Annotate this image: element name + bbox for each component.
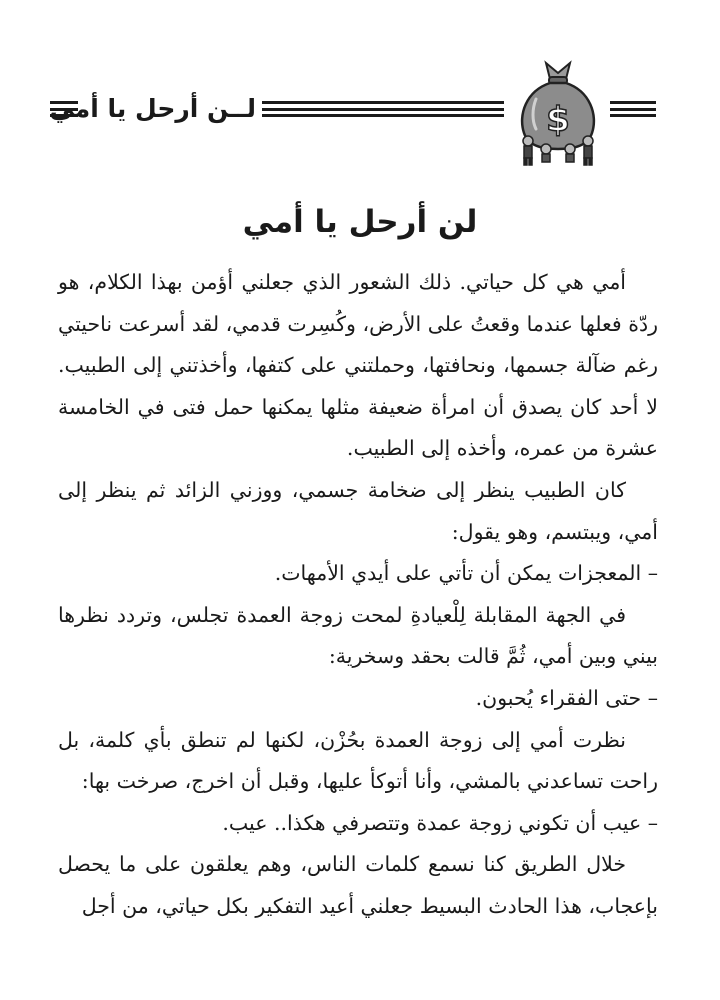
paragraph: نظرت أمي إلى زوجة العمدة بحُزْن، لكنها لم تنطق بأي كلمة، بل راحت تساعدني بالمشي، وأنا أتوكأ عليها، وقبل أن اخرج، صرخت بها: xyxy=(58,727,658,794)
money-bag-icon xyxy=(512,55,604,167)
paragraph: كان الطبيب ينظر إلى ضخامة جسمي، ووزني الزائد ثم ينظر إلى أمي، ويبتسم، وهو يقول: xyxy=(58,477,658,544)
paragraph: في الجهة المقابلة لِلْعيادةِ لمحت زوجة العمدة تجلس، وتردد نظرها بيني وبين أمي، ثُمَّ قالت بحقد وسخرية: xyxy=(58,602,658,669)
body-text xyxy=(58,262,658,928)
header-rule-right xyxy=(610,101,656,117)
page-header xyxy=(0,55,720,165)
dialogue-line: – المعجزات يمكن أن تأتي على أيدي الأمهات. xyxy=(274,561,658,586)
paragraph: أمي هي كل حياتي. ذلك الشعور الذي جعلني أؤمن بهذا الكلام، هو ردّة فعلها عندما وقعتُ على الأرض، وكُسِرت قدمي، لقد أسرعت ناحيتي رغم ضآلة جسمها، ونحافتها، وحملتني على كتفها، وأخذتني إلى الطبيب. لا أحد كان يصدق أن امرأة ضعيفة مثلها يمكنها حمل فتى في الخامسة عشرة من عمره، وأخذه إلى الطبيب. xyxy=(58,270,658,461)
dollar-sign: $ xyxy=(546,100,570,140)
paragraph: خلال الطريق كنا نسمع كلمات الناس، وهم يعلقون على ما يحصل بإعجاب، هذا الحادث البسيط جعلني أعيد التفكير بكل حياتي، من أجل xyxy=(58,852,658,918)
running-title: لــن أرحل يا أمي xyxy=(49,94,256,123)
dialogue-line: – عيب أن تكوني زوجة عمدة وتتصرفي هكذا.. عيب. xyxy=(222,810,658,835)
dialogue-line: – حتى الفقراء يُحبون. xyxy=(475,685,658,710)
header-rule-middle xyxy=(262,101,504,117)
chapter-title: لن أرحل يا أمي xyxy=(242,204,478,240)
